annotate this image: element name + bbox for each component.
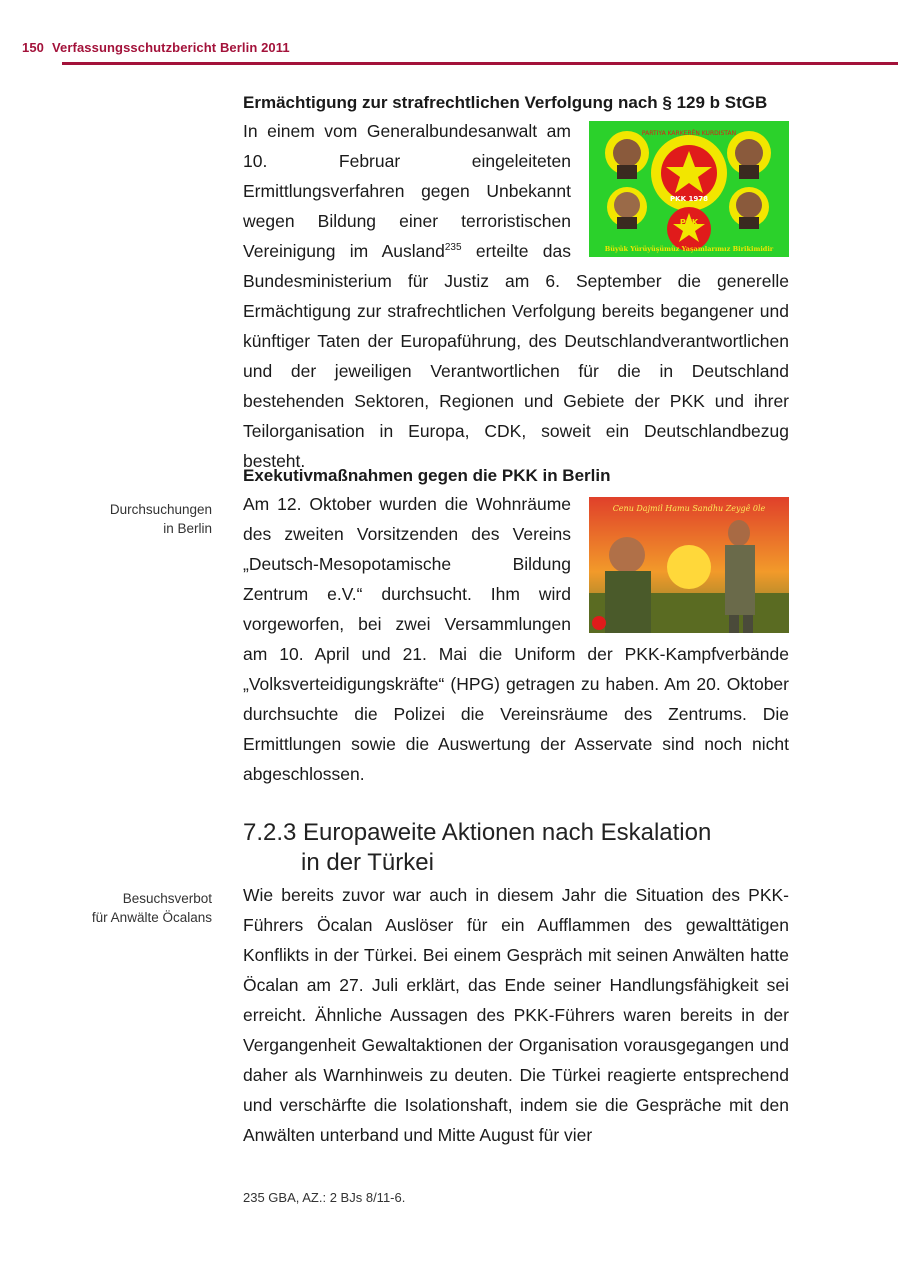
pkk-flag-image bbox=[589, 121, 789, 257]
europaweite-paragraph: Wie bereits zuvor war auch in diesem Jahr die Situation des PKK-Führers Öcalan Auslöser für ein Aufflammen des gewalttätigen Konflikts in der Türkei. Bei einem Gespräch mit seinen Anwälten hatte Öcalan am 27. Juli erklärt, das Ende seiner Handlungsfähigkeit sei erreicht. Ähnliche Aussagen des PKK-Führers waren bereits in der Vergangenheit Gewaltaktionen der Organisation vorausgegangen und daher als Warnhinweis zu deuten. Die Türkei reagierte entsprechend und verschärfte die Isolationshaft, indem sie die Gespräche mit den Anwälten unterband und Mitte August für vier bbox=[243, 885, 789, 1145]
margin-note-line: in Berlin bbox=[163, 521, 212, 536]
running-title: Verfassungsschutzbericht Berlin 2011 bbox=[52, 40, 290, 55]
margin-note-line: Durchsuchungen bbox=[109, 502, 212, 517]
ermaechtigung-text-2: erteilte das Bundesministerium für Justiz am 6. September die generelle Ermächtigung zur strafrechtlichen Verfolgung bereits begangener und künftiger Taten der Europaführung, des Deutschlandverantwortlichen und der jeweiligen Verantwortlichen für die in Deutschland bestehenden Sektoren, Regionen und Gebiete der PKK und ihrer Teilorganisation in Europa, CDK, soweit ein Deutschlandbezug besteht. bbox=[243, 241, 789, 471]
pkk-flag-picture bbox=[589, 121, 789, 257]
heading-line-2: in der Türkei bbox=[301, 849, 434, 876]
margin-note-besuchsverbot bbox=[42, 889, 212, 927]
margin-note-line: für Anwälte Öcalans bbox=[91, 910, 212, 925]
running-header bbox=[22, 40, 290, 55]
footnote-ref-235: 235 bbox=[444, 242, 462, 253]
exekutiv-paragraph: Am 12. Oktober wurden die Wohnräume des zweiten Vorsitzenden des Vereins „Deutsch-Mesopotamische Bildung Zentrum e.V.“ durchsucht. Ihm wird vorgeworfen, bei zwei Versammlungen am 10. April und 21. Mai die Uniform der PKK-Kampfverbände „Volksverteidigungskräfte“ (HPG) getragen zu haben. Am 20. Oktober durchsuchte die Polizei die Vereinsräume des Zentrums. Die Ermittlungen sowie die Auswertung der Asservate sind noch nicht abgeschlossen. bbox=[243, 494, 789, 784]
page-number: 150 bbox=[22, 40, 44, 55]
section-exekutivmassnahmen bbox=[243, 463, 789, 789]
section-heading-exekutivmassnahmen: Exekutivmaßnahmen gegen die PKK in Berlin bbox=[243, 466, 611, 485]
flag-badge-text: PKK 1978 bbox=[670, 195, 708, 203]
margin-note-durchsuchungen bbox=[42, 500, 212, 538]
section-europaweite-aktionen bbox=[243, 880, 789, 1150]
hpg-fighters-image bbox=[589, 497, 789, 633]
image-banner-text: Cenu Dajmil Hamu Sandhu Zeygê 0le bbox=[612, 504, 766, 513]
header-rule bbox=[62, 62, 898, 65]
section-heading-europaweite-aktionen bbox=[243, 818, 789, 878]
flag-top-text: PARTIYA KARKERÊN KURDISTAN bbox=[641, 130, 737, 137]
flag-center-text: PKK bbox=[679, 218, 699, 227]
heading-line-1: 7.2.3 Europaweite Aktionen nach Eskalation bbox=[243, 819, 712, 846]
section-heading-ermaechtigung: Ermächtigung zur strafrechtlichen Verfolgung nach § 129 b StGB bbox=[243, 93, 768, 112]
ermaechtigung-text-1: In einem vom Generalbundesanwalt am 10. Februar eingeleiteten Ermittlungsverfahren gegen Unbekannt wegen Bildung einer terroristischen Vereinigung im Ausland bbox=[243, 121, 571, 261]
hpg-fighters-picture bbox=[589, 497, 789, 633]
flag-caption-text: Büyük Yürüyüşümüz Yaşamlarımız Birikimidir bbox=[604, 245, 774, 253]
footnote-235: 235 GBA, AZ.: 2 BJs 8/11-6. bbox=[243, 1190, 406, 1205]
margin-note-line: Besuchsverbot bbox=[122, 891, 212, 906]
section-ermaechtigung bbox=[243, 90, 789, 476]
